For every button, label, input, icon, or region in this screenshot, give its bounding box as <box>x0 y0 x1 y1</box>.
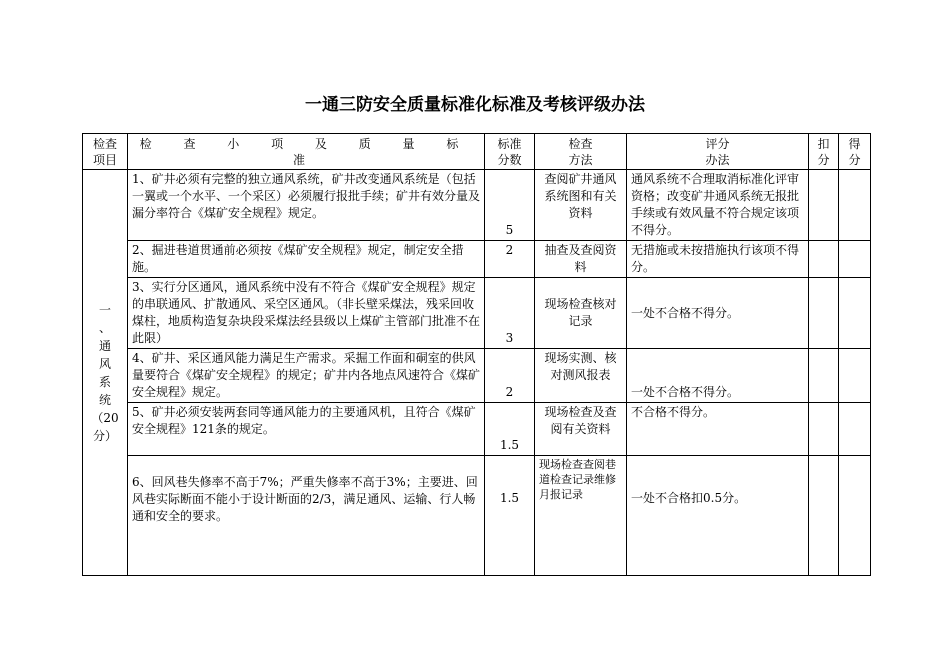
table-row <box>83 278 871 349</box>
rating-cell: 无措施或未按措施执行该项不得分。 <box>627 241 809 278</box>
rating-cell: 一处不合格不得分。 <box>627 278 809 349</box>
page-title: 一通三防安全质量标准化标准及考核评级办法 <box>305 95 645 115</box>
method-cell: 查阅矿井通风系统图和有关资料 <box>535 170 627 241</box>
rating-cell: 不合格不得分。 <box>627 403 809 456</box>
table-row <box>83 403 871 456</box>
deduct-cell <box>809 278 839 349</box>
header-score: 标准 分数 <box>485 134 535 170</box>
category-cell: 一 、 通 风 系 统 （20 分） <box>83 170 128 576</box>
table-row <box>83 456 871 576</box>
deduct-cell <box>809 403 839 456</box>
standard-cell: 4、矿井、采区通风能力满足生产需求。采掘工作面和硐室的供风量要符合《煤矿安全规程》的规定；矿井内各地点风速符合《煤矿安全规程》规定。 <box>128 349 485 403</box>
standard-cell: 2、掘进巷道贯通前必须按《煤矿安全规程》规定，制定安全措施。 <box>128 241 485 278</box>
method-cell: 现场检查及查阅有关资料 <box>535 403 627 456</box>
got-cell <box>839 278 871 349</box>
header-method: 检查 方法 <box>535 134 627 170</box>
method-cell: 现场检查核对记录 <box>535 278 627 349</box>
method-cell: 抽查及查阅资料 <box>535 241 627 278</box>
method-cell: 现场实测、核对测风报表 <box>535 349 627 403</box>
header-rating: 评分 办法 <box>627 134 809 170</box>
score-cell: 1.5 <box>485 403 535 456</box>
header-item: 检查 项目 <box>83 134 128 170</box>
standard-cell: 3、实行分区通风，通风系统中没有不符合《煤矿安全规程》规定的串联通风、扩散通风、采空区通风。（非长壁采煤法，残采回收煤柱，地质构造复杂块段采煤法经县级以上煤矿主管部门批准不在此限） <box>128 278 485 349</box>
standard-cell: 6、回风巷失修率不高于7%；严重失修率不高于3%；主要进、回风巷实际断面不能小于设计断面的2/3，满足通风、运输、行人畅通和安全的要求。 <box>128 456 485 576</box>
header-got: 得 分 <box>839 134 871 170</box>
got-cell <box>839 241 871 278</box>
score-cell: 2 <box>485 349 535 403</box>
deduct-cell <box>809 241 839 278</box>
score-cell: 2 <box>485 241 535 278</box>
score-cell: 5 <box>485 170 535 241</box>
table-row <box>83 170 871 241</box>
method-cell: 现场检查查阅巷道检查记录维修月报记录 <box>535 456 627 576</box>
table-row <box>83 241 871 278</box>
score-cell: 3 <box>485 278 535 349</box>
table-row <box>83 349 871 403</box>
header-standard: 检 查 小 项 及 质 量 标 准 <box>128 134 485 170</box>
table-header-row <box>83 134 871 170</box>
got-cell <box>839 349 871 403</box>
deduct-cell <box>809 170 839 241</box>
rating-cell: 通风系统不合理取消标准化评审资格；改变矿井通风系统无报批手续或有效风量不符合规定该项不得分。 <box>627 170 809 241</box>
standards-table <box>82 133 871 576</box>
standard-cell: 5、矿井必须安装两套同等通风能力的主要通风机，且符合《煤矿安全规程》121条的规定。 <box>128 403 485 456</box>
standard-cell: 1、矿井必须有完整的独立通风系统，矿井改变通风系统是（包括一翼或一个水平、一个采区）必须履行报批手续；矿井有效分量及漏分率符合《煤矿安全规程》规定。 <box>128 170 485 241</box>
got-cell <box>839 456 871 576</box>
score-cell: 1.5 <box>485 456 535 576</box>
header-deduct: 扣 分 <box>809 134 839 170</box>
got-cell <box>839 170 871 241</box>
got-cell <box>839 403 871 456</box>
deduct-cell <box>809 456 839 576</box>
deduct-cell <box>809 349 839 403</box>
rating-cell: 一处不合格扣0.5分。 <box>627 456 809 576</box>
rating-cell: 一处不合格不得分。 <box>627 349 809 403</box>
